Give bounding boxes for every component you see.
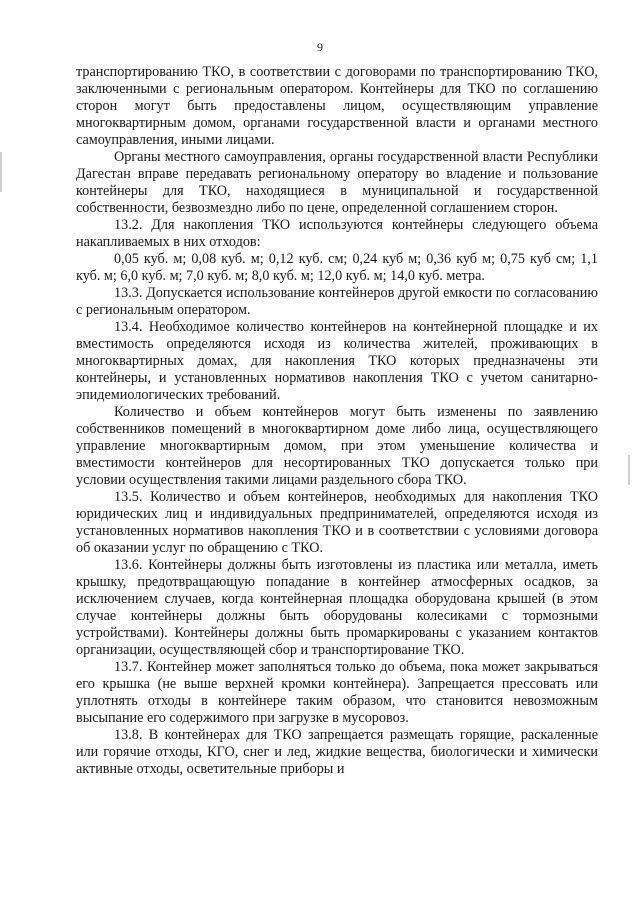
paragraph-13-2: 13.2. Для накопления ТКО используются контейнеры следующего объема накапливаемых в них отходов: [76, 217, 598, 250]
paragraph-continued: транспортированию ТКО, в соответствии с договорами по транспортированию ТКО, заключенными с региональным оператором. Контейнеры для ТКО по соглашению сторон могут быть предоставлены лицом, осуществляющим управление многоквартирным домом, органами государственной власти и органами местного самоуправления, иными лицами. [76, 64, 598, 148]
scan-artifact [628, 455, 630, 485]
paragraph-13-6: 13.6. Контейнеры должны быть изготовлены из пластика или металла, иметь крышку, предотвращающую попадание в контейнер атмосферных осадков, за исключением случаев, когда контейнерная площадка оборудована крышей (в этом случае контейнеры должны быть оборудованы колесиками с тормозными устройствами). Контейнеры должны быть промаркированы с указанием контактов организации, осуществляющей сбор и транспортирование ТКО. [76, 557, 598, 658]
scan-artifact [0, 152, 2, 192]
paragraph-13-4: 13.4. Необходимое количество контейнеров на контейнерной площадке и их вместимость определяются исходя из количества жителей, проживающих в многоквартирных домах, для накопления ТКО которых предназначены эти контейнеры, и установленных нормативов накопления ТКО с учетом санитарно-эпидемиологических требований. [76, 319, 598, 403]
paragraph: Количество и объем контейнеров могут быть изменены по заявлению собственников помещений в многоквартирном доме либо лица, осуществляющего управление многоквартирным домом, при этом уменьшение количества и вместимости контейнеров для несортированных ТКО допускается только при условии осуществления такими лицами раздельного сбора ТКО. [76, 404, 598, 488]
paragraph-13-5: 13.5. Количество и объем контейнеров, необходимых для накопления ТКО юридических лиц и индивидуальных предпринимателей, определяются исходя из установленных нормативов накопления ТКО и в соответствии с условиями договора об оказании услуг по обращению с ТКО. [76, 489, 598, 556]
paragraph-13-7: 13.7. Контейнер может заполняться только до объема, пока может закрываться его крышка (не выше верхней кромки контейнера). Запрещается прессовать или уплотнять отходы в контейнере таким образом, что становится невозможным высыпание его содержимого при загрузке в мусоровоз. [76, 659, 598, 726]
paragraph: Органы местного самоуправления, органы государственной власти Республики Дагестан вправе передавать региональному оператору во владение и пользование контейнеры для ТКО, находящиеся в муниципальной и государственной собственности, безвозмездно либо по цене, определенной соглашением сторон. [76, 149, 598, 216]
paragraph-volumes: 0,05 куб. м; 0,08 куб. м; 0,12 куб. см; 0,24 куб м; 0,36 куб м; 0,75 куб см; 1,1 куб. м; 6,0 куб. м; 7,0 куб. м; 8,0 куб. м; 12,0 куб. м; 14,0 куб. метра. [76, 251, 598, 284]
document-body [76, 64, 598, 778]
paragraph-13-3: 13.3. Допускается использование контейнеров другой емкости по согласованию с региональным оператором. [76, 285, 598, 318]
paragraph-13-8: 13.8. В контейнерах для ТКО запрещается размещать горящие, раскаленные или горячие отходы, КГО, снег и лед, жидкие вещества, биологически и химически активные отходы, осветительные приборы и [76, 727, 598, 777]
page-number: 9 [317, 40, 323, 54]
